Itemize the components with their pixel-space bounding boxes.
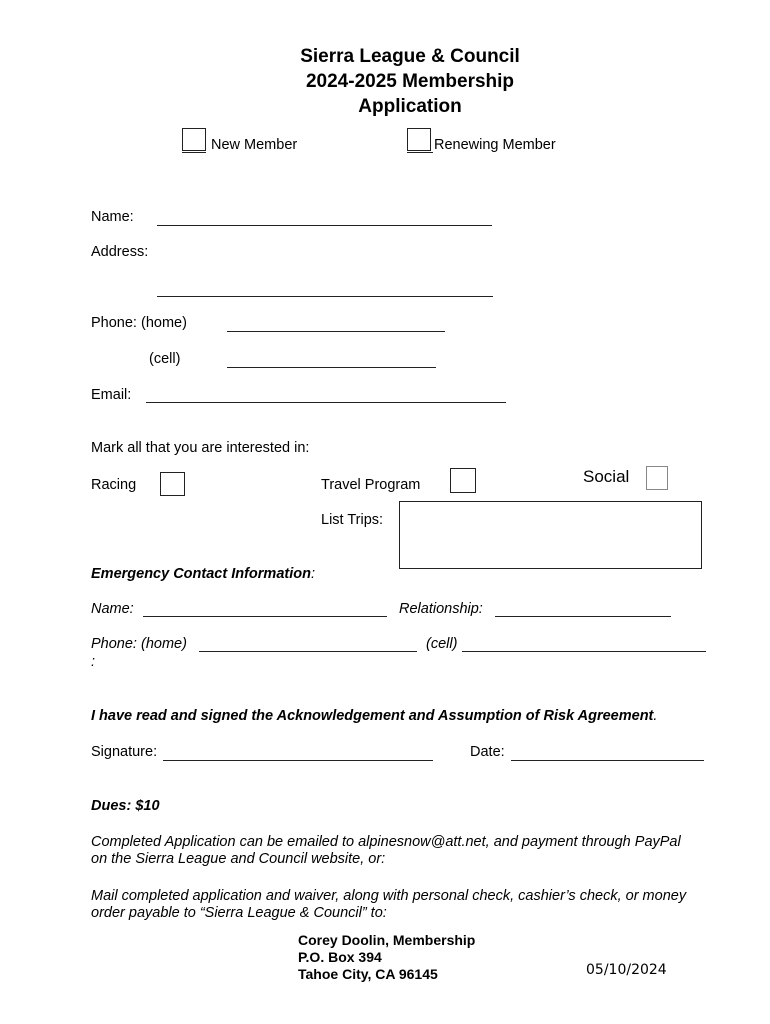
- home-phone-label: Phone: (home): [91, 315, 187, 331]
- dues-label: Dues: $10: [91, 798, 160, 814]
- emergency-home-phone-label: Phone: (home): [91, 636, 187, 652]
- mailing-address-line1: Corey Doolin, Membership: [298, 932, 476, 948]
- name-field[interactable]: [157, 225, 492, 226]
- emergency-heading-text: Emergency Contact Information: [91, 566, 311, 582]
- title-line-2: 2024-2025 Membership: [305, 71, 515, 92]
- address-label: Address:: [91, 244, 149, 260]
- title-line-3: Application: [358, 96, 462, 117]
- email-label: Email:: [91, 387, 132, 403]
- interests-prompt: Mark all that you are interested in:: [91, 440, 310, 456]
- acknowledgement-statement: [91, 708, 657, 724]
- home-phone-field[interactable]: [227, 331, 445, 332]
- emergency-cell-field[interactable]: [462, 651, 706, 652]
- new-member-checkbox[interactable]: [182, 128, 206, 151]
- social-checkbox[interactable]: [646, 466, 668, 490]
- acknowledgement-period: .: [653, 708, 658, 724]
- emergency-heading-colon: :: [310, 566, 315, 582]
- emergency-relationship-label: Relationship:: [399, 601, 483, 617]
- mailing-address: [298, 932, 475, 983]
- date-stamp: 05/10/2024: [586, 962, 667, 978]
- new-member-underline: [182, 152, 206, 153]
- acknowledgement-text: I have read and signed the Acknowledgement and Assumption of Risk Agreement: [91, 708, 654, 724]
- email-field[interactable]: [146, 402, 506, 403]
- mailing-address-line3: Tahoe City, CA 96145: [298, 966, 438, 982]
- signature-field[interactable]: [163, 760, 433, 761]
- racing-label: Racing: [91, 477, 137, 493]
- emergency-heading: [91, 566, 315, 582]
- address-field[interactable]: [157, 296, 493, 297]
- signature-label: Signature:: [91, 744, 158, 760]
- cell-phone-field[interactable]: [227, 367, 436, 368]
- mail-instructions-line1: Mail completed application and waiver, along with personal check, cashier’s check, or money: [91, 888, 687, 904]
- email-instructions-line1: Completed Application can be emailed to alpinesnow@att.net, and payment through PayPal: [91, 834, 681, 850]
- mail-instructions-line2: order payable to “Sierra League & Council” to:: [91, 905, 387, 921]
- racing-checkbox[interactable]: [160, 472, 185, 496]
- social-label: Social: [583, 467, 630, 486]
- emergency-cell-label: (cell): [426, 636, 458, 652]
- name-label: Name:: [91, 209, 134, 225]
- mailing-address-line2: P.O. Box 394: [298, 949, 382, 965]
- emergency-name-label: Name:: [91, 601, 134, 617]
- emergency-relationship-field[interactable]: [495, 616, 671, 617]
- title-line-1: Sierra League & Council: [300, 46, 520, 67]
- date-field[interactable]: [511, 760, 704, 761]
- new-member-label: New Member: [211, 137, 298, 153]
- form-title: [235, 44, 585, 119]
- emergency-name-field[interactable]: [143, 616, 387, 617]
- renewing-member-checkbox[interactable]: [407, 128, 431, 151]
- renewing-member-label: Renewing Member: [434, 137, 556, 153]
- email-instructions-line2: on the Sierra League and Council website, or:: [91, 851, 386, 867]
- travel-program-label: Travel Program: [321, 477, 421, 493]
- list-trips-label: List Trips:: [321, 512, 384, 528]
- emergency-home-phone-field[interactable]: [199, 651, 417, 652]
- date-label: Date:: [470, 744, 505, 760]
- travel-program-checkbox[interactable]: [450, 468, 476, 493]
- emergency-colon: :: [91, 654, 96, 670]
- cell-phone-label: (cell): [149, 351, 181, 367]
- list-trips-field[interactable]: [399, 501, 702, 569]
- renewing-member-underline: [407, 152, 433, 153]
